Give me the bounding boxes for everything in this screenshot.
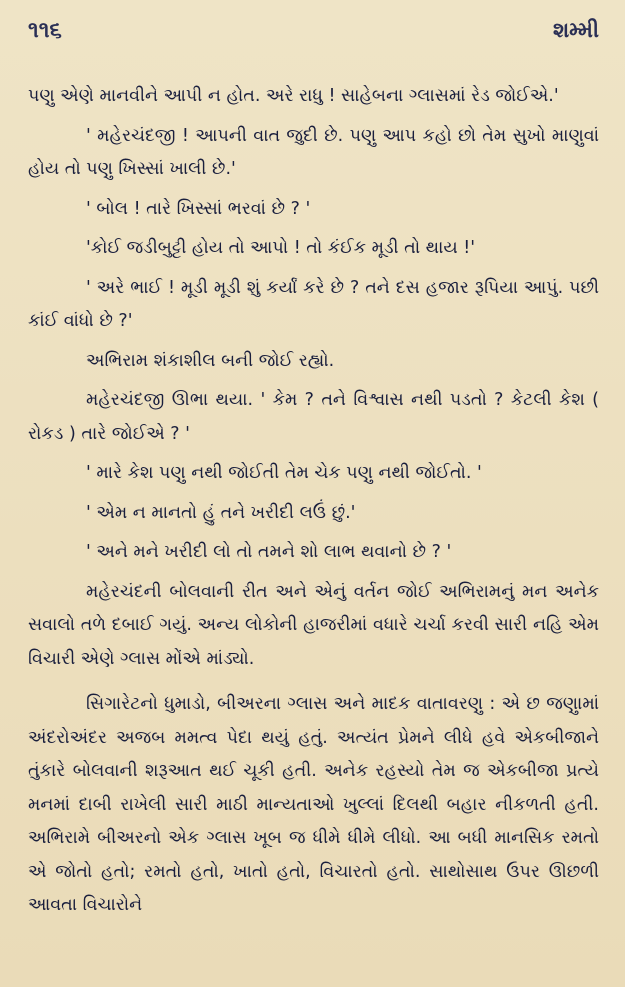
- paragraph-dialogue: ' અને મને ખરીદી લો તો તમને શો લાભ થવાનો છે ? ': [86, 542, 452, 562]
- running-title: શમ્મી: [552, 18, 599, 42]
- page-number: ૧૧૬: [28, 18, 62, 43]
- paragraph-narration: મહેરચંદની બોલવાની રીત અને એનું વર્તન જોઈ અભિરામનું મન અનેક સવાલો તળે દબાઈ ગયું. અન્ય લોકોની હાજરીમાં વધારે ચર્ચા કરવી સારી નહિ એમ વિચારી એણે ગ્લાસ મોંએ માંડ્યો.: [28, 581, 599, 669]
- paragraph-narration: સિગારેટનો ધુમાડો, બીઅરના ગ્લાસ અને માદક વાતાવરણુ : એ છ જણુામાં અંદરોઅંદર અજબ મમત્વ પેદા થયું હતું. અત્યંત પ્રેમને લીધે હવે એકબીજાને તુંકારે બોલવાની શરૂઆત થઈ ચૂકી હતી. અનેક રહસ્યો તેમ જ એકબીજા પ્રત્યે મનમાં દાબી રાખેલી સારી માઠી માન્યતાઓ ખુલ્લાં દિલથી બહાર નીકળતી હતી. અભિરામે બીઅરનો એક ગ્લાસ ખૂબ જ ધીમે ધીમે લીધો. આ બધી માનસિક રમતો એ જોતો હતો; રમતો હતો, ખાતો હતો, વિચારતો હતો. સાથોસાથ ઉપર ઊછળી આવતા વિચારોને: [28, 694, 599, 915]
- paragraph-dialogue: ' અરે ભાઈ ! મૂડી મૂડી શું કર્યાં કરે છે ? તને દસ હજાર રૂપિયા આપું. પછી કાંઈ વાંધો છે ?': [28, 277, 599, 331]
- paragraph-continuation: પણુ એણે માનવીને આપી ન હોત. અરે રાધુ ! સાહેબના ગ્લાસમાં રેડ જોઈએ.': [28, 86, 559, 106]
- paragraph-narration: અભિરામ શંકાશીલ બની જોઈ રહ્યો.: [86, 350, 335, 371]
- paragraph-dialogue: 'કોઈ જડીબુટ્ટી હોય તો આપો ! તો કંઈક મૂડી તો થાય !': [86, 238, 476, 258]
- paragraph-dialogue: મહેરચંદજી ઊભા થયા. ' કેમ ? તને વિશ્વાસ નથી પડતો ? કેટલી કેશ ( રોકડ ) તારે જોઈએ ? ': [28, 390, 599, 444]
- page-body: [28, 80, 599, 923]
- paragraph-dialogue: ' મહેરચંદજી ! આપની વાત જુદી છે. પણુ આપ કહો છો તેમ સુખો માણુવાં હોય તો પણુ ખિસ્સાં ખાલી છે.': [28, 125, 599, 179]
- page-header: [28, 18, 599, 58]
- paragraph-dialogue: ' બોલ ! તારે ખિસ્સાં ભરવાં છે ? ': [86, 198, 311, 219]
- paragraph-dialogue: ' એમ ન માનતો હું તને ખરીદી લઉં છું.': [86, 502, 356, 523]
- paragraph-dialogue: ' મારે કેશ પણુ નથી જોઈતી તેમ ચેક પણુ નથી જોઈતો. ': [86, 463, 482, 483]
